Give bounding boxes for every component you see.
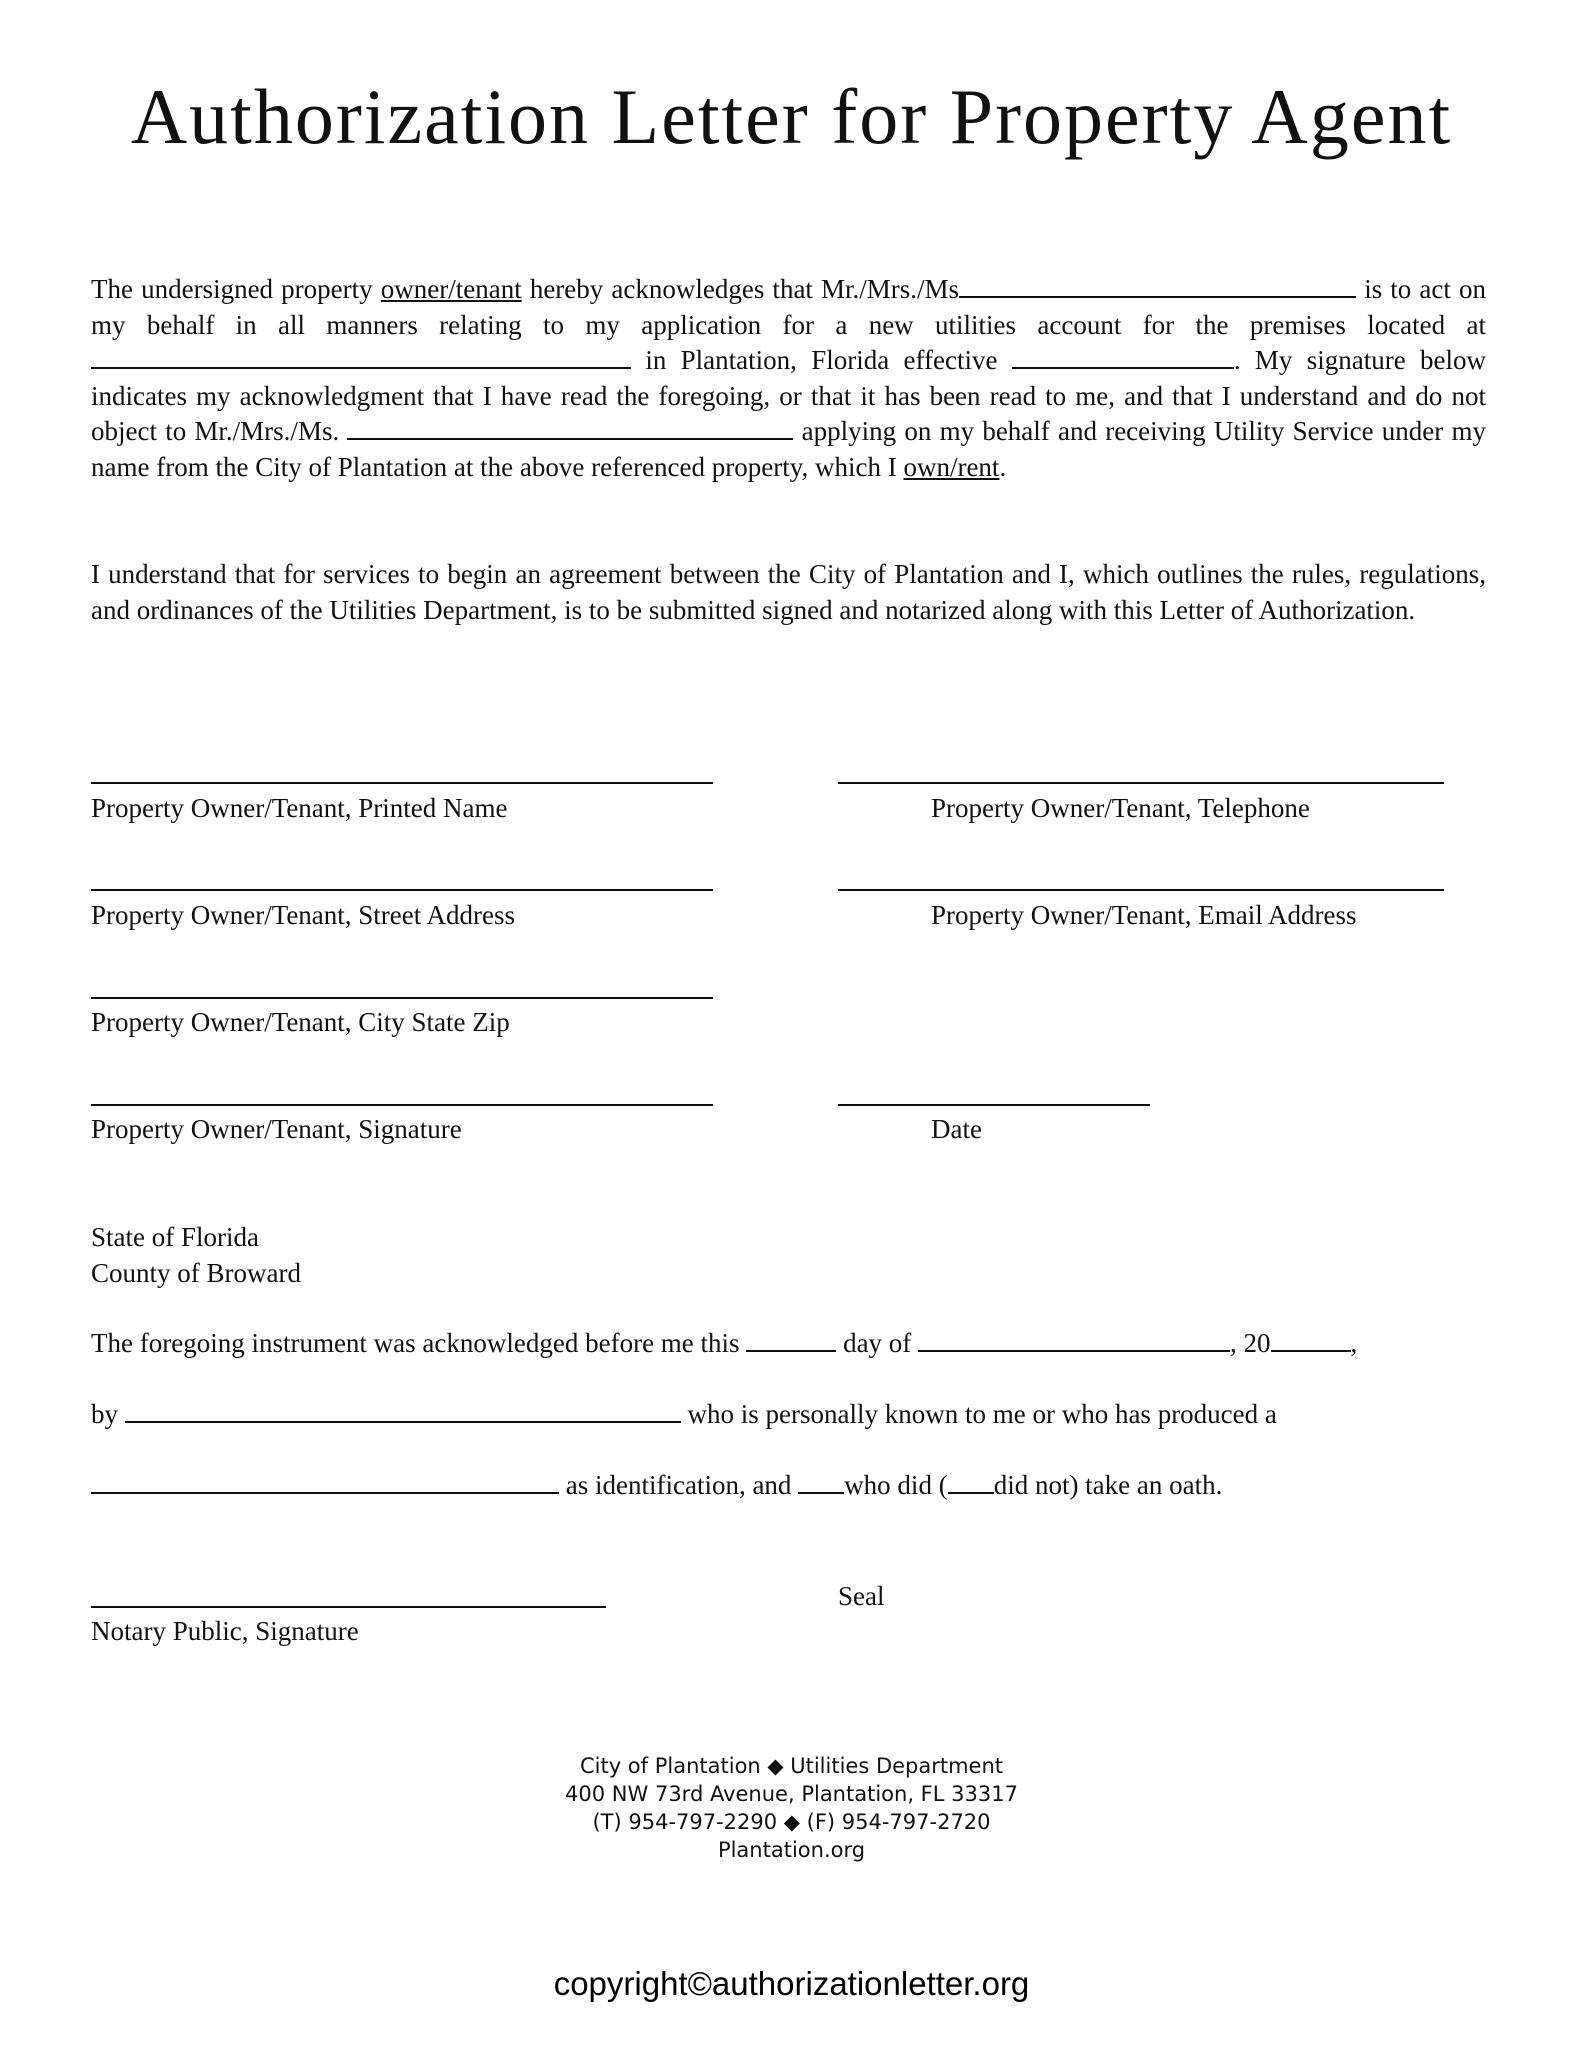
text: The foregoing instrument was acknowledged before me this: [91, 1328, 747, 1358]
text: The undersigned property: [91, 274, 381, 304]
footer-address: 400 NW 73rd Avenue, Plantation, FL 33317: [565, 1782, 1018, 1806]
notary-signature-label: Notary Public, Signature: [91, 1616, 359, 1646]
printed-name-line[interactable]: [91, 782, 713, 784]
text: hereby acknowledges that Mr./Mrs./Ms: [521, 274, 960, 304]
street-address-line[interactable]: [91, 889, 713, 891]
agent-name-blank[interactable]: [959, 274, 1356, 298]
signature-line[interactable]: [91, 1104, 713, 1106]
text: ,: [1350, 1328, 1358, 1358]
telephone-label: Property Owner/Tenant, Telephone: [931, 793, 1310, 823]
own-rent-underlined: own/rent: [903, 451, 1000, 482]
authorization-paragraph: [91, 272, 1486, 485]
signer-name-blank[interactable]: [125, 1399, 681, 1423]
notary-signature-line[interactable]: [91, 1606, 606, 1608]
notary-line-2: [91, 1398, 1277, 1430]
owner-tenant-underlined: owner/tenant: [380, 274, 522, 304]
city-state-zip-label: Property Owner/Tenant, City State Zip: [91, 1007, 510, 1037]
text: who did (: [844, 1470, 948, 1500]
text: applying on my behalf and receiving Utility Service under my name from the City of Plantation at the above referenced property, which I: [91, 416, 1486, 482]
email-address-label: Property Owner/Tenant, Email Address: [931, 900, 1357, 930]
copyright-notice: copyright©authorizationletter.org: [553, 1965, 1030, 2002]
printed-name-label: Property Owner/Tenant, Printed Name: [91, 793, 508, 823]
street-address-label: Property Owner/Tenant, Street Address: [91, 900, 516, 930]
text: . My signature below indicates my acknowledgment that I have read the foregoing, or that it has been read to me, and that I understand and do not object to Mr./Mrs./Ms.: [91, 345, 1487, 446]
city-state-zip-line[interactable]: [91, 997, 713, 999]
agreement-paragraph: I understand that for services to begin an agreement between the City of Plantation and I, which outlines the rules, regulations, and ordinances of the Utilities Department, is to be submitted signed and notarized along with this Letter of Authorization.: [91, 559, 1486, 625]
telephone-line[interactable]: [838, 782, 1444, 784]
agent-name-blank-2[interactable]: [347, 416, 793, 440]
footer-department: City of Plantation ◆ Utilities Department: [579, 1754, 1004, 1778]
text: .: [999, 451, 1007, 482]
year-blank[interactable]: [1271, 1328, 1351, 1352]
effective-date-blank[interactable]: [1012, 345, 1234, 369]
notary-line-3: [91, 1469, 1222, 1501]
date-line[interactable]: [838, 1104, 1150, 1106]
oath-did-blank[interactable]: [798, 1470, 844, 1494]
document-title: Authorization Letter for Property Agent: [130, 73, 1453, 160]
text: as identification, and: [559, 1470, 799, 1500]
signature-label: Property Owner/Tenant, Signature: [91, 1114, 462, 1144]
premises-address-blank[interactable]: [91, 345, 631, 369]
county-label: County of Broward: [91, 1258, 301, 1288]
day-blank[interactable]: [746, 1328, 836, 1352]
text: in Plantation, Florida effective: [631, 345, 1012, 375]
text: is to act on my behalf in all manners relating to my application for a new utilities account for the premises located at: [91, 274, 1487, 340]
footer-phone-fax: (T) 954-797-2290 ◆ (F) 954-797-2720: [592, 1810, 991, 1834]
identification-blank[interactable]: [91, 1470, 559, 1494]
email-address-line[interactable]: [838, 889, 1444, 891]
text: , 20: [1230, 1328, 1271, 1358]
notary-line-1: [91, 1327, 1357, 1359]
oath-did-not-blank[interactable]: [948, 1470, 994, 1494]
month-blank[interactable]: [918, 1328, 1230, 1352]
text: who is personally known to me or who has produced a: [680, 1399, 1277, 1429]
text: did not) take an oath.: [993, 1470, 1223, 1500]
text: by: [91, 1399, 125, 1429]
date-label: Date: [931, 1114, 982, 1144]
seal-label: Seal: [838, 1581, 885, 1611]
state-label: State of Florida: [91, 1222, 259, 1252]
text: day of: [836, 1328, 919, 1358]
footer-website[interactable]: Plantation.org: [717, 1838, 866, 1862]
